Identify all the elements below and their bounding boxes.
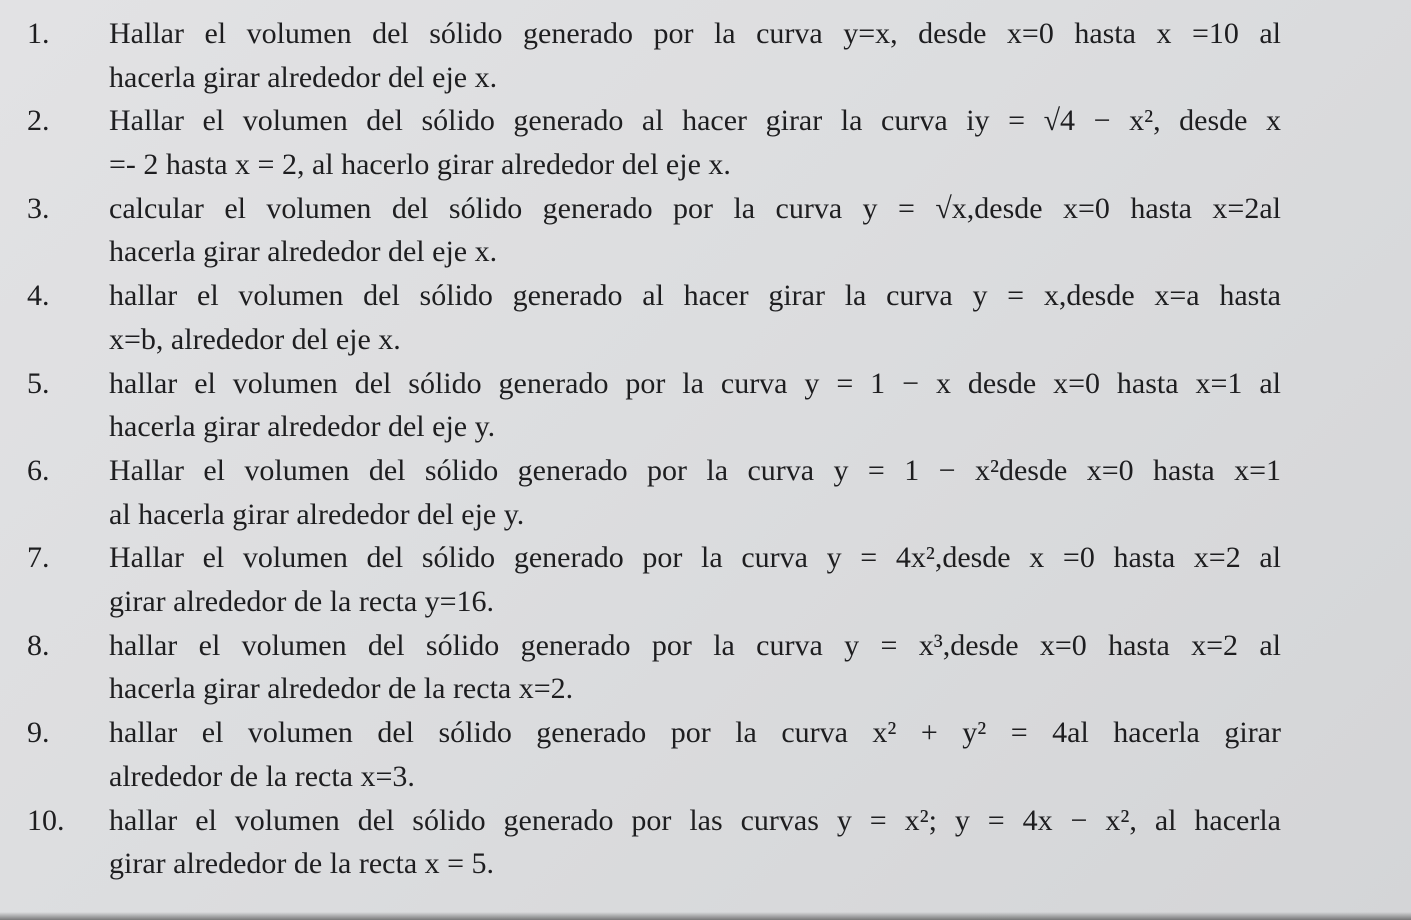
problem-item (0, 187, 1411, 274)
problem-text-line-1: Hallar el volumen del sólido generado por la curva y = 1 − x²desde x=0 hasta x=1 (109, 453, 1281, 487)
problem-text-line-2: hacerla girar alrededor del eje x. (109, 60, 498, 94)
problem-number: 8. (27, 628, 50, 662)
problem-number: 1. (27, 17, 50, 50)
problem-list (0, 12, 1411, 886)
problem-number: 6. (27, 453, 50, 487)
problem-item (0, 799, 1411, 886)
problem-text-line-1: hallar el volumen del sólido generado por la curva y = x³,desde x=0 hasta x=2 al (109, 628, 1281, 662)
problem-text-line-2: x=b, alrededor del eje x. (109, 322, 401, 356)
problem-number: 7. (27, 541, 50, 575)
problem-item (0, 624, 1411, 711)
problem-text-line-2: =- 2 hasta x = 2, al hacerlo girar alrededor del eje x. (109, 148, 731, 182)
page-bottom-shadow (0, 912, 1411, 920)
problem-item (0, 536, 1411, 623)
problem-text-line-1: calcular el volumen del sólido generado por la curva y = √x,desde x=0 hasta x=2al (109, 191, 1281, 225)
problem-text-line-1: Hallar el volumen del sólido generado al hacer girar la curva iy = √4 − x², desde x (109, 104, 1281, 138)
problem-number: 3. (27, 191, 50, 225)
problem-text-line-1: hallar el volumen del sólido generado por la curva y = 1 − x desde x=0 hasta x=1 al (109, 366, 1281, 400)
problem-text-line-2: hacerla girar alrededor del eje y. (109, 410, 496, 444)
problem-number: 9. (27, 716, 50, 750)
problem-number: 5. (27, 366, 50, 400)
problem-item (0, 12, 1411, 99)
problem-text-line-2: hacerla girar alrededor del eje x. (109, 235, 498, 269)
problem-number: 10. (27, 803, 65, 837)
problem-text-line-1: hallar el volumen del sólido generado por la curva x² + y² = 4al hacerla girar (109, 716, 1281, 750)
problem-number: 2. (27, 104, 50, 138)
problem-text-line-1: hallar el volumen del sólido generado al hacer girar la curva y = x,desde x=a hasta (109, 279, 1281, 313)
problem-text-line-2: hacerla girar alrededor de la recta x=2. (109, 672, 574, 706)
problem-item (0, 274, 1411, 361)
problem-text-line-2: girar alrededor de la recta y=16. (109, 585, 495, 619)
problem-item (0, 99, 1411, 186)
problem-item (0, 449, 1411, 536)
problem-text-line-2: alrededor de la recta x=3. (109, 759, 415, 793)
problem-item (0, 711, 1411, 798)
problem-text-line-1: hallar el volumen del sólido generado por las curvas y = x²; y = 4x − x², al hacerla (109, 803, 1281, 837)
problem-number: 4. (27, 279, 50, 313)
problem-text-line-1: Hallar el volumen del sólido generado por la curva y = 4x²,desde x =0 hasta x=2 al (109, 541, 1281, 575)
problem-item (0, 362, 1411, 449)
problem-text-line-2: girar alrededor de la recta x = 5. (109, 847, 495, 881)
problem-text-line-1: Hallar el volumen del sólido generado por la curva y=x, desde x=0 hasta x =10 al (109, 17, 1281, 50)
problem-text-line-2: al hacerla girar alrededor del eje y. (109, 497, 525, 531)
